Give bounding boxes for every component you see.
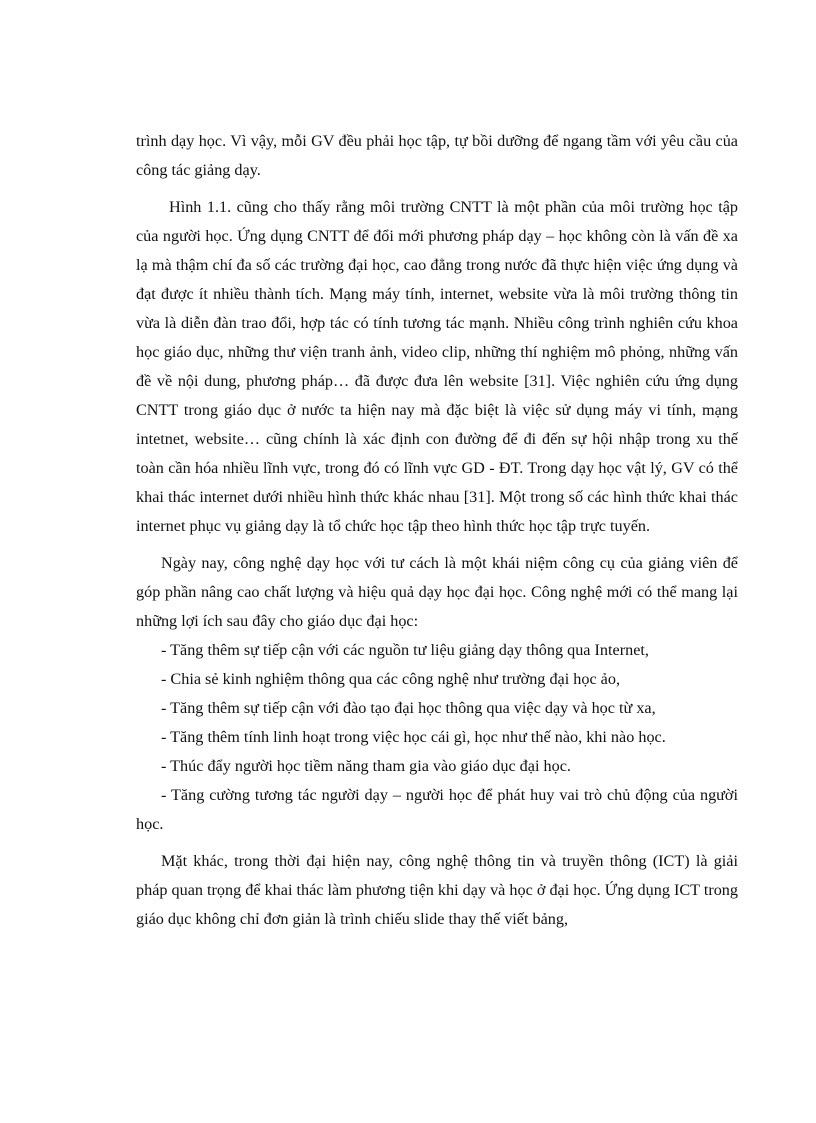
paragraph-continuation: trình dạy học. Vì vậy, mỗi GV đều phải học tập, tự bồi dưỡng để ngang tầm với yêu cầu của công tác giảng dạy. (136, 132, 738, 179)
benefits-list (136, 636, 738, 839)
list-item: - Chia sẻ kinh nghiệm thông qua các công nghệ như trường đại học ảo, (161, 670, 621, 688)
paragraph-gap (136, 839, 738, 847)
paragraph-gap (136, 541, 738, 549)
paragraph-ict: Mặt khác, trong thời đại hiện nay, công nghệ thông tin và truyền thông (ICT) là giải pháp quan trọng để khai thác làm phương tiện khi dạy và học ở đại học. Ứng dụng ICT trong giáo dục không chỉ đơn giản là trình chiếu slide thay thế viết bảng, (136, 852, 738, 928)
list-item: - Tăng thêm sự tiếp cận với đào tạo đại học thông qua việc dạy và học từ xa, (161, 699, 656, 717)
list-item: - Thúc đẩy người học tiềm năng tham gia vào giáo dục đại học. (161, 757, 571, 775)
list-item: - Tăng thêm sự tiếp cận với các nguồn tư liệu giảng dạy thông qua Internet, (161, 641, 649, 659)
list-item: - Tăng thêm tính linh hoạt trong việc học cái gì, học như thế nào, khi nào học. (161, 728, 666, 746)
paragraph-gap (136, 185, 738, 193)
paragraph-figure-reference: Hình 1.1. cũng cho thấy rằng môi trường CNTT là một phần của môi trường học tập của người học. Ứng dụng CNTT để đổi mới phương pháp dạy – học không còn là vấn đề xa lạ mà thậm chí đa số các trường đại học, cao đẳng trong nước đã thực hiện việc ứng dụng và đạt được ít nhiều thành tích. Mạng máy tính, internet, website vừa là môi trường thông tin vừa là diễn đàn trao đổi, hợp tác có tính tương tác mạnh. Nhiều công trình nghiên cứu khoa học giáo dục, những thư viện tranh ảnh, video clip, những thí nghiệm mô phỏng, những vấn đề về nội dung, phương pháp… đã được đưa lên website [31]. Việc nghiên cứu ứng dụng CNTT trong giáo dục ở nước ta hiện nay mà đặc biệt là việc sử dụng máy vi tính, mạng intetnet, website… cũng chính là xác định con đường để đi đến sự hội nhập trong xu thế toàn cần hóa nhiều lĩnh vực, trong đó có lĩnh vực GD - ĐT. Trong dạy học vật lý, GV có thể khai thác internet dưới nhiều hình thức khác nhau [31]. Một trong số các hình thức khai thác internet phục vụ giảng dạy là tổ chức học tập theo hình thức học tập trực tuyến. (136, 198, 738, 535)
paragraph-technology-benefits-intro: Ngày nay, công nghệ dạy học với tư cách là một khái niệm công cụ của giảng viên để góp phần nâng cao chất lượng và hiệu quả dạy học đại học. Công nghệ mới có thể mang lại những lợi ích sau đây cho giáo dục đại học: (136, 554, 738, 630)
list-item: - Tăng cường tương tác người dạy – người học để phát huy vai trò chủ động của người học. (136, 786, 738, 833)
document-page (136, 127, 738, 934)
